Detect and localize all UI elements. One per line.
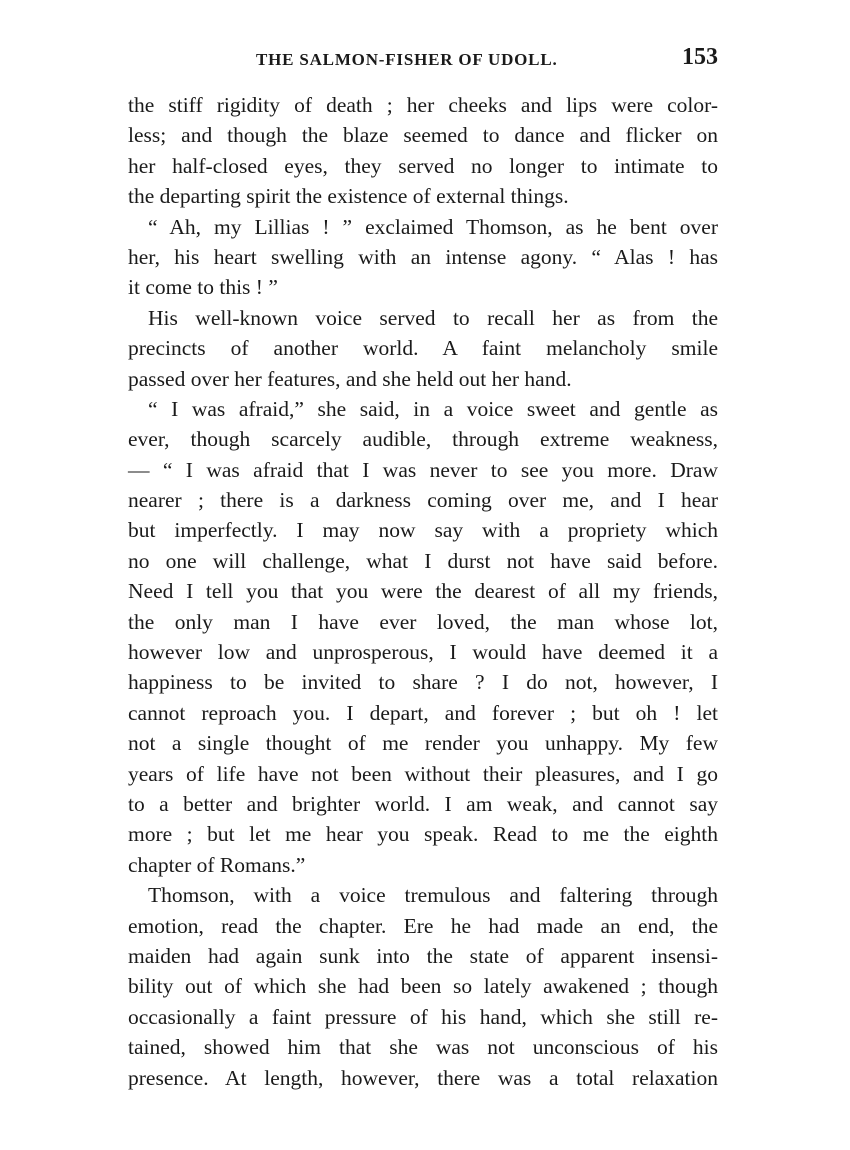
text-line: no one will challenge, what I durst not have said before. — [128, 548, 718, 573]
text-line: happiness to be invited to share ? I do not, however, I — [128, 670, 718, 695]
text-line: “ Ah, my Lillias ! ” exclaimed Thomson, as he bent over — [148, 214, 718, 239]
text-line: it come to this ! ” — [128, 275, 278, 300]
text-line: Need I tell you that you were the dearest of all my friends, — [128, 579, 718, 604]
text-line: emotion, read the chapter. Ere he had made an end, the — [128, 913, 718, 938]
text-line: His well-known voice served to recall her as from the — [148, 305, 718, 330]
text-line: her half-closed eyes, they served no longer to intimate to — [128, 153, 718, 178]
text-line: to a better and brighter world. I am weak, and cannot say — [128, 791, 718, 816]
text-line: tained, showed him that she was not unconscious of his — [128, 1035, 718, 1060]
text-line: ever, though scarcely audible, through extreme weakness, — [128, 427, 718, 452]
text-line: Thomson, with a voice tremulous and faltering through — [148, 883, 718, 908]
text-line: chapter of Romans.” — [128, 852, 306, 877]
text-line: presence. At length, however, there was a total relaxation — [128, 1065, 718, 1090]
text-line: occasionally a faint pressure of his hand, which she still re- — [128, 1004, 718, 1029]
text-line: less; and though the blaze seemed to dance and flicker on — [128, 123, 718, 148]
running-head — [128, 42, 718, 78]
text-line: maiden had again sunk into the state of apparent insensi- — [128, 943, 718, 968]
text-line: the departing spirit the existence of external things. — [128, 184, 569, 209]
text-line: — “ I was afraid that I was never to see you more. Draw — [128, 457, 718, 482]
text-line: her, his heart swelling with an intense agony. “ Alas ! has — [128, 244, 718, 269]
running-title: THE SALMON-FISHER OF UDOLL. — [256, 50, 558, 69]
text-line: however low and unprosperous, I would have deemed it a — [128, 640, 718, 665]
text-line: the stiff rigidity of death ; her cheeks and lips were color- — [128, 93, 718, 117]
text-line: but imperfectly. I may now say with a propriety which — [128, 518, 718, 543]
text-line: passed over her features, and she held out her hand. — [128, 366, 572, 391]
body-text — [128, 90, 718, 1093]
text-line: more ; but let me hear you speak. Read to me the eighth — [128, 822, 718, 847]
text-line: “ I was afraid,” she said, in a voice sweet and gentle as — [148, 396, 718, 421]
text-line: the only man I have ever loved, the man whose lot, — [128, 609, 718, 634]
text-line: cannot reproach you. I depart, and forever ; but oh ! let — [128, 700, 718, 725]
text-line: bility out of which she had been so lately awakened ; though — [128, 974, 718, 999]
page-number: 153 — [682, 44, 718, 70]
text-line: not a single thought of me render you unhappy. My few — [128, 731, 718, 756]
text-line: precincts of another world. A faint melancholy smile — [128, 336, 718, 361]
text-line: years of life have not been without their pleasures, and I go — [128, 761, 718, 786]
text-line: nearer ; there is a darkness coming over me, and I hear — [128, 488, 718, 513]
